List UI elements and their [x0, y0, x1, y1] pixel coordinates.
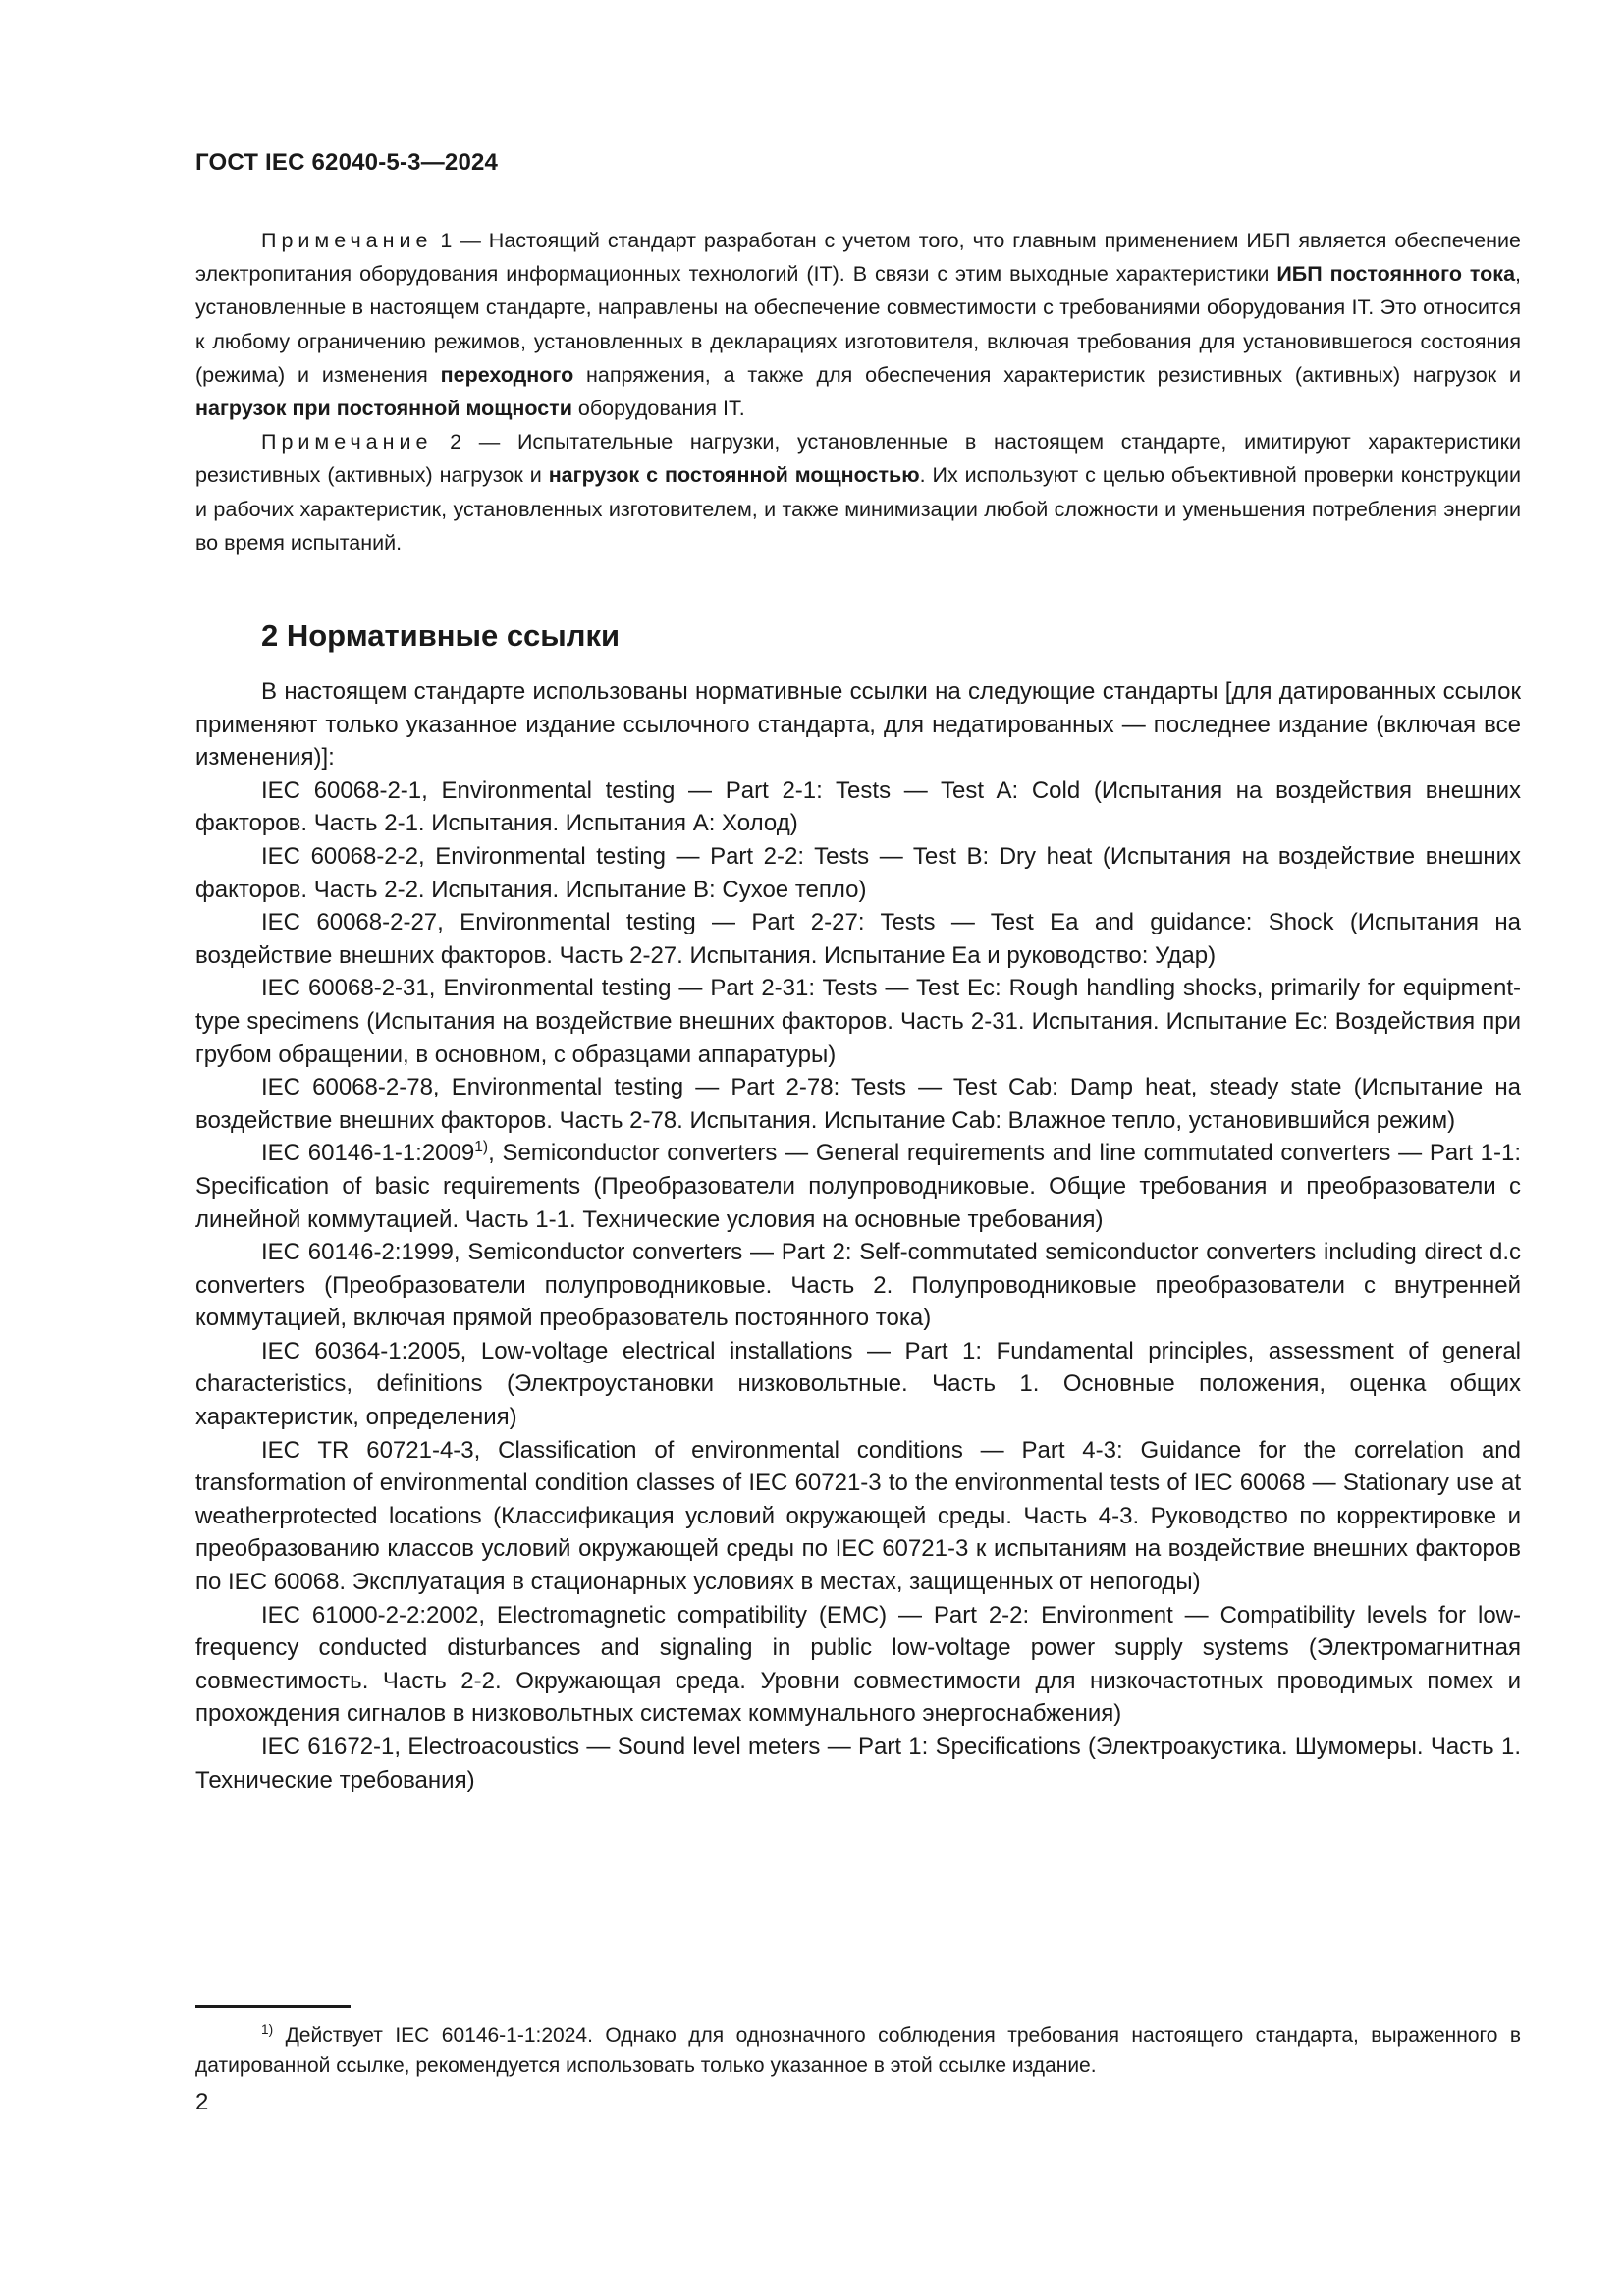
- reference-item: [195, 1434, 1521, 1599]
- note-text: напряжения, а также для обеспечения характеристик резистивных (активных) нагрузок и: [573, 362, 1521, 387]
- reference-text: IEC 60364-1:2005, Low-voltage electrical installations — Part 1: Fundamental principles, assessment of general characteristics, definitions (Электроустановки низковольтные. Часть 1. Основные положения, оценка общих характеристик, определения): [195, 1337, 1521, 1431]
- notes-block: [195, 224, 1521, 560]
- note-text: , установленные в настоящем стандарте, направлены на обеспечение совместимости с требованиями оборудования IT. Это относится к любому ограничению режимов, установленных в декларациях изготовителя, включая требования для установившегося состояния (режима) и изменения: [195, 262, 1522, 387]
- reference-text: , Semiconductor converters — General requirements and line commutated converters — Part 1-1: Specification of basic requirements (Преобразователи полупроводниковые. Общие требования и преобразователи с линейной коммутацией. Часть 1-1. Технические условия на основные требования): [195, 1140, 1521, 1233]
- reference-item: [195, 1731, 1521, 1796]
- reference-text: В настоящем стандарте использованы нормативные ссылки на следующие стандарты [для датированных ссылок применяют только указанное издание ссылочного стандарта, для недатированных — последнее издание (включая все изменения)]:: [195, 678, 1521, 772]
- note-label: Примечание: [261, 229, 433, 252]
- reference-item: [195, 1236, 1521, 1335]
- reference-text: IEC 61000-2-2:2002, Electromagnetic compatibility (EMC) — Part 2-2: Environment — Compatibility levels for low-frequency conducted disturbances and signaling in public low-voltage power supply systems (Электромагнитная совместимость. Часть 2-2. Окружающая среда. Уровни совместимости для низкочастотных проводимых помех и прохождения сигналов в низковольтных системах коммунального энергоснабжения): [195, 1601, 1521, 1728]
- note-bold-term: нагрузок при постоянной мощности: [195, 397, 572, 421]
- references-list: [195, 675, 1521, 1796]
- reference-item: [195, 1599, 1521, 1731]
- footnote-mark: 1): [261, 2022, 274, 2037]
- note-text: . Их используют с целью объективной проверки конструкции и рабочих характеристик, установленных изготовителем, и также минимизации любой сложности и уменьшения потребления энергии во время испытаний.: [195, 463, 1521, 555]
- reference-item: [195, 840, 1521, 906]
- reference-text: IEC 60146-1-1:2009: [261, 1140, 475, 1167]
- footnote-divider: [195, 2005, 351, 2008]
- reference-item: [195, 774, 1521, 840]
- document-header: ГОСТ IEC 62040-5-3—2024: [195, 149, 499, 176]
- reference-item: [195, 1137, 1521, 1236]
- footnote: [195, 2020, 1521, 2081]
- note-bold-term: ИБП постоянного тока: [1276, 262, 1516, 287]
- reference-text: IEC 61672-1, Electroacoustics — Sound level meters — Part 1: Specifications (Электроакустика. Шумомеры. Часть 1. Технические требования): [195, 1734, 1521, 1793]
- reference-text: IEC 60068-2-31, Environmental testing — Part 2-31: Tests — Test Ec: Rough handling shocks, primarily for equipment-type specimens (Испытания на воздействие внешних факторов. Часть 2-31. Испытания. Испытание Ес: Воздействия при грубом обращении, в основном, с образцами аппаратуры): [195, 975, 1521, 1068]
- reference-text: IEC 60068-2-78, Environmental testing — Part 2-78: Tests — Test Cab: Damp heat, steady state (Испытание на воздействие внешних факторов. Часть 2-78. Испытания. Испытание Cab: Влажное тепло, установившийся режим): [195, 1074, 1521, 1134]
- reference-text: IEC 60068-2-1, Environmental testing — Part 2-1: Tests — Test A: Cold (Испытания на воздействия внешних факторов. Часть 2-1. Испытания. Испытания А: Холод): [195, 776, 1521, 837]
- note-label: Примечание: [261, 430, 433, 454]
- note-text: 2 — Испытательные нагрузки, установленные в настоящем стандарте, имитируют характеристики резистивных (активных) нагрузок и: [195, 430, 1521, 488]
- page-number: 2: [195, 2089, 209, 2115]
- section-title: 2 Нормативные ссылки: [261, 618, 621, 653]
- reference-text: IEC 60068-2-2, Environmental testing — Part 2-2: Tests — Test B: Dry heat (Испытания на воздействие внешних факторов. Часть 2-2. Испытания. Испытание В: Сухое тепло): [195, 842, 1521, 903]
- note-bold-term: переходного: [440, 362, 574, 387]
- reference-text: IEC TR 60721-4-3, Classification of environmental conditions — Part 4-3: Guidance for the correlation and transformation of environmental condition classes of IEC 60721-3 to the environmental tests of IEC 60068 — Stationary use at weatherprotected locations (Классификация условий окружающей среды. Часть 4-3. Руководство по корректировке и преобразованию классов условий окружающей среды по IEC 60721-3 к испытаниям на воздействие внешних факторов по IEC 60068. Эксплуатация в стационарных условиях в местах, защищенных от непогоды): [195, 1436, 1521, 1596]
- reference-item: [195, 972, 1521, 1071]
- note-text: оборудования IT.: [571, 397, 745, 421]
- note-bold-term: нагрузок с постоянной мощностью: [548, 463, 920, 488]
- note-paragraph: [195, 425, 1521, 560]
- reference-item: [195, 1335, 1521, 1434]
- reference-text: IEC 60146-2:1999, Semiconductor converters — Part 2: Self-commutated semiconductor converters including direct d.c converters (Преобразователи полупроводниковые. Часть 2. Полупроводниковые преобразователи с внутренней коммутацией, включая прямой преобразователь постоянного тока): [195, 1239, 1521, 1332]
- references-intro: [195, 675, 1521, 774]
- reference-item: [195, 906, 1521, 972]
- footnote-text: Действует IEC 60146-1-1:2024. Однако для однозначного соблюдения требования настоящего стандарта, выраженного в датированной ссылке, рекомендуется использовать только указанное в этой ссылке издание.: [195, 2024, 1521, 2077]
- reference-item: [195, 1071, 1521, 1137]
- note-paragraph: [195, 224, 1521, 425]
- note-text: 1 — Настоящий стандарт разработан с учетом того, что главным применением ИБП является обеспечение электропитания оборудования информационных технологий (IT). В связи с этим выходные характеристики: [195, 229, 1521, 287]
- footnote-ref: 1): [474, 1139, 489, 1156]
- reference-text: IEC 60068-2-27, Environmental testing — Part 2-27: Tests — Test Ea and guidance: Shock (Испытания на воздействие внешних факторов. Часть 2-27. Испытания. Испытание Еа и руководство: Удар): [195, 909, 1521, 969]
